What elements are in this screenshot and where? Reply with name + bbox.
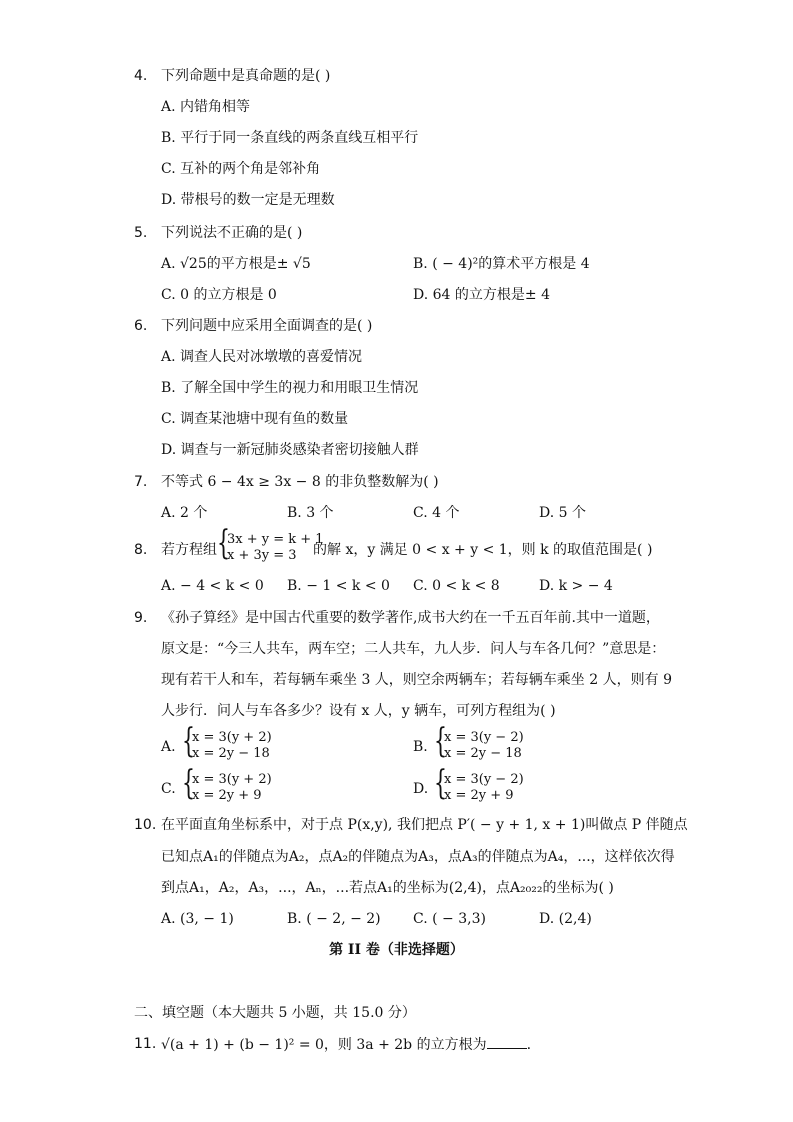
option-a-system xyxy=(182,721,302,764)
brace-icon: { xyxy=(434,721,447,761)
question-number: 9. xyxy=(134,610,148,626)
question-stem: 下列问题中应采用全面调查的是( ) xyxy=(161,318,373,334)
question-text-line: 原文是：“今三人共车，两车空；二人共车，九人步．问人与车各几何？”意思是： xyxy=(161,641,666,657)
option-d-system xyxy=(434,763,554,806)
question-number: 4. xyxy=(134,68,148,84)
part-heading: 二、填空题（本大题共 5 小题，共 15.0 分） xyxy=(134,1005,416,1021)
question-text xyxy=(161,1035,531,1054)
brace-icon: { xyxy=(182,763,195,803)
question-stem: 下列命题中是真命题的是( ) xyxy=(161,68,331,84)
question-text-body: √(a + 1) + (b − 1)² = 0，则 3a + 2b 的立方根为 xyxy=(161,1037,487,1053)
brace-icon: { xyxy=(217,523,230,563)
question-number: 5. xyxy=(134,225,148,241)
question-text-line: 已知点A₁的伴随点为A₂，点A₂的伴随点为A₃，点A₃的伴随点为A₄，...，这样依次得 xyxy=(161,849,675,865)
option-b: B. 了解全国中学生的视力和用眼卫生情况 xyxy=(161,380,419,396)
equation-row: x = 2y − 18 xyxy=(192,746,270,761)
option-d: D. 64 的立方根是± 4 xyxy=(413,287,550,303)
brace-icon: { xyxy=(434,763,447,803)
option-a: A. 2 个 xyxy=(161,505,208,521)
question-stem: 不等式 6 − 4x ≥ 3x − 8 的非负整数解为( ) xyxy=(161,474,439,490)
option-a: A. 调查人民对冰墩墩的喜爱情况 xyxy=(161,349,363,365)
equation-row: x + 3y = 3 xyxy=(227,548,297,563)
question-number: 8. xyxy=(134,542,148,558)
option-c: C. 0 的立方根是 0 xyxy=(161,287,277,303)
option-a: A. 内错角相等 xyxy=(161,99,251,115)
question-text-line: 在平面直角坐标系中，对于点 P(x,y), 我们把点 P′( − y + 1, x + 1)叫做点 P 伴随点 xyxy=(161,817,688,833)
option-b: B. − 1 < k < 0 xyxy=(287,578,390,594)
question-number: 10. xyxy=(134,817,157,833)
equation-row: x = 3(y − 2) xyxy=(444,730,524,745)
equation-row: x = 3(y − 2) xyxy=(444,772,524,787)
option-d: D. (2,4) xyxy=(539,911,592,927)
option-d: D. 5 个 xyxy=(539,505,586,521)
equation-system xyxy=(217,523,324,566)
option-a: A. √25的平方根是± √5 xyxy=(161,256,311,272)
option-c-system xyxy=(182,763,302,806)
question-number: 7. xyxy=(134,474,148,490)
option-c: C. ( − 3,3) xyxy=(413,911,486,927)
question-text-line: 《孙子算经》是中国古代重要的数学著作,成书大约在一千五百年前.其中一道题， xyxy=(161,610,660,626)
question-stem: 下列说法不正确的是( ) xyxy=(161,225,303,241)
brace-icon: { xyxy=(182,721,195,761)
question-stem-post: 的解 x，y 满足 0 < x + y < 1，则 k 的取值范围是( ) xyxy=(313,542,653,558)
option-c: C. 0 < k < 8 xyxy=(413,578,500,594)
option-b: B. 3 个 xyxy=(287,505,334,521)
question-text-line: 现有若干人和车，若每辆车乘坐 3 人，则空余两辆车；若每辆车乘坐 2 人，则有 9 xyxy=(161,672,672,688)
option-b-system xyxy=(434,721,554,764)
equation-row: 3x + y = k + 1 xyxy=(227,532,324,547)
answer-blank xyxy=(487,1035,527,1049)
option-c: C. 互补的两个角是邻补角 xyxy=(161,161,321,177)
equation-row: x = 2y + 9 xyxy=(192,788,262,803)
option-a-label: A. xyxy=(161,739,176,755)
question-text-line: 到点A₁，A₂，A₃，...，Aₙ，...若点A₁的坐标为(2,4)，点A₂₀₂₂的坐标为( ) xyxy=(161,880,614,896)
option-d: D. 调查与一新冠肺炎感染者密切接触人群 xyxy=(161,442,419,458)
question-number: 11. xyxy=(134,1036,157,1052)
equation-row: x = 3(y + 2) xyxy=(192,730,272,745)
question-number: 6. xyxy=(134,318,148,334)
option-c: C. 4 个 xyxy=(413,505,460,521)
option-a: A. − 4 < k < 0 xyxy=(161,578,264,594)
option-d: D. 带根号的数一定是无理数 xyxy=(161,192,335,208)
option-c-label: C. xyxy=(161,781,176,797)
option-d-label: D. xyxy=(413,781,429,797)
question-stem-pre: 若方程组 xyxy=(161,542,217,558)
question-text-end: . xyxy=(526,1037,532,1053)
option-a: A. (3, − 1) xyxy=(161,911,234,927)
question-text-line: 人步行．问人与车各多少？设有 x 人，y 辆车，可列方程组为( ) xyxy=(161,703,556,719)
equation-row: x = 3(y + 2) xyxy=(192,772,272,787)
option-c: C. 调查某池塘中现有鱼的数量 xyxy=(161,411,349,427)
section-title: 第 II 卷（非选择题） xyxy=(329,942,464,958)
option-b: B. 平行于同一条直线的两条直线互相平行 xyxy=(161,130,419,146)
option-b: B. ( − 4)²的算术平方根是 4 xyxy=(413,256,590,272)
equation-row: x = 2y − 18 xyxy=(444,746,522,761)
option-b: B. ( − 2, − 2) xyxy=(287,911,381,927)
option-b-label: B. xyxy=(413,739,428,755)
equation-row: x = 2y + 9 xyxy=(444,788,514,803)
option-d: D. k > − 4 xyxy=(539,578,613,594)
